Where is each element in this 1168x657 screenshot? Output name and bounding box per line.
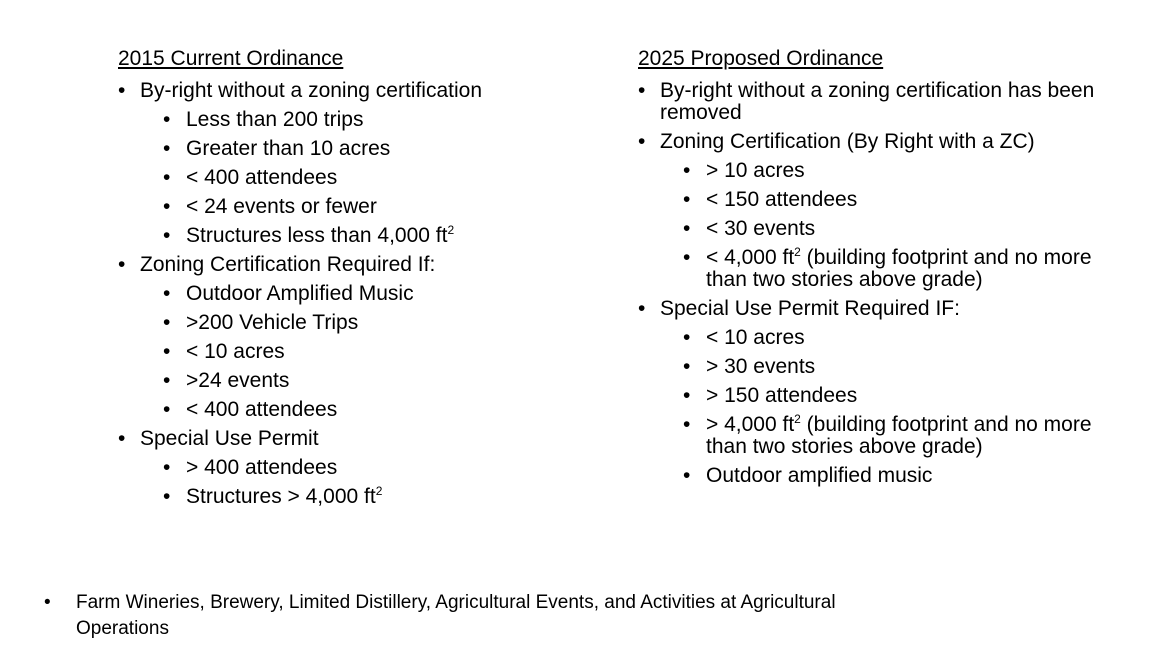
list-item: • < 10 acres bbox=[683, 327, 1108, 349]
list-item: • < 24 events or fewer bbox=[163, 196, 598, 218]
section-label: • By-right without a zoning certification bbox=[140, 80, 598, 102]
list-item: • > 150 attendees bbox=[683, 385, 1108, 407]
list-item: • < 30 events bbox=[683, 218, 1108, 240]
bullet-icon: • bbox=[44, 592, 51, 613]
section-label: • Special Use Permit Required IF: bbox=[660, 298, 1108, 320]
footer-text: Farm Wineries, Brewery, Limited Distillery, Agricultural Events, and Activities at Agricultural Operations bbox=[76, 592, 836, 639]
current-ordinance-column bbox=[118, 45, 598, 508]
current-section-special-use-permit bbox=[118, 428, 598, 508]
proposed-ordinance-list bbox=[638, 80, 1108, 487]
list-item: • Outdoor amplified music bbox=[683, 465, 1108, 487]
list-item: • < 400 attendees bbox=[163, 399, 598, 421]
list-item: • > 400 attendees bbox=[163, 457, 598, 479]
section-label: • By-right without a zoning certification has been removed bbox=[660, 80, 1108, 124]
list-item: • Structures less than 4,000 $ft^2$ bbox=[163, 225, 598, 247]
sublist bbox=[140, 283, 598, 421]
list-item: • Less than 200 trips bbox=[163, 109, 598, 131]
sublist bbox=[140, 457, 598, 508]
list-item: • Outdoor Amplified Music bbox=[163, 283, 598, 305]
list-item: • < 400 attendees bbox=[163, 167, 598, 189]
proposed-section-by-right-removed bbox=[638, 80, 1108, 124]
current-ordinance-heading: 2015 Current Ordinance bbox=[118, 47, 344, 70]
list-item: • < 4,000 $ft^2$ (building footprint and no more than two stories above grade) bbox=[683, 247, 1108, 291]
superscript: 2 bbox=[447, 223, 455, 237]
list-item: • < 150 attendees bbox=[683, 189, 1108, 211]
current-section-by-right bbox=[118, 80, 598, 247]
list-item: • > 4,000 $ft^2$ (building footprint and no more than two stories above grade) bbox=[683, 414, 1108, 458]
section-label: • Zoning Certification (By Right with a ZC) bbox=[660, 131, 1108, 153]
list-item: • >200 Vehicle Trips bbox=[163, 312, 598, 334]
superscript: 2 bbox=[794, 412, 801, 426]
proposed-section-zoning-certification bbox=[638, 131, 1108, 291]
proposed-ordinance-column bbox=[638, 45, 1108, 487]
list-item: • > 30 events bbox=[683, 356, 1108, 378]
list-item: • < 10 acres bbox=[163, 341, 598, 363]
list-item: • > 10 acres bbox=[683, 160, 1108, 182]
proposed-ordinance-heading: 2025 Proposed Ordinance bbox=[638, 47, 884, 70]
sublist bbox=[660, 160, 1108, 291]
proposed-section-special-use-permit bbox=[638, 298, 1108, 487]
section-label: • Special Use Permit bbox=[140, 428, 598, 450]
superscript: 2 bbox=[794, 245, 801, 259]
item-note: (building footprint and no more than two stories above grade) bbox=[706, 246, 1092, 291]
item-note: (building footprint and no more than two stories above grade) bbox=[706, 413, 1092, 458]
list-item: • Greater than 10 acres bbox=[163, 138, 598, 160]
current-section-zoning-certification bbox=[118, 254, 598, 421]
superscript: 2 bbox=[375, 484, 383, 498]
sublist bbox=[140, 109, 598, 247]
sublist bbox=[660, 327, 1108, 487]
current-ordinance-list bbox=[118, 80, 598, 508]
section-label: • Zoning Certification Required If: bbox=[140, 254, 598, 276]
list-item: • Structures > 4,000 $ft^2$ bbox=[163, 486, 598, 508]
footer-note bbox=[44, 590, 876, 642]
list-item: • >24 events bbox=[163, 370, 598, 392]
